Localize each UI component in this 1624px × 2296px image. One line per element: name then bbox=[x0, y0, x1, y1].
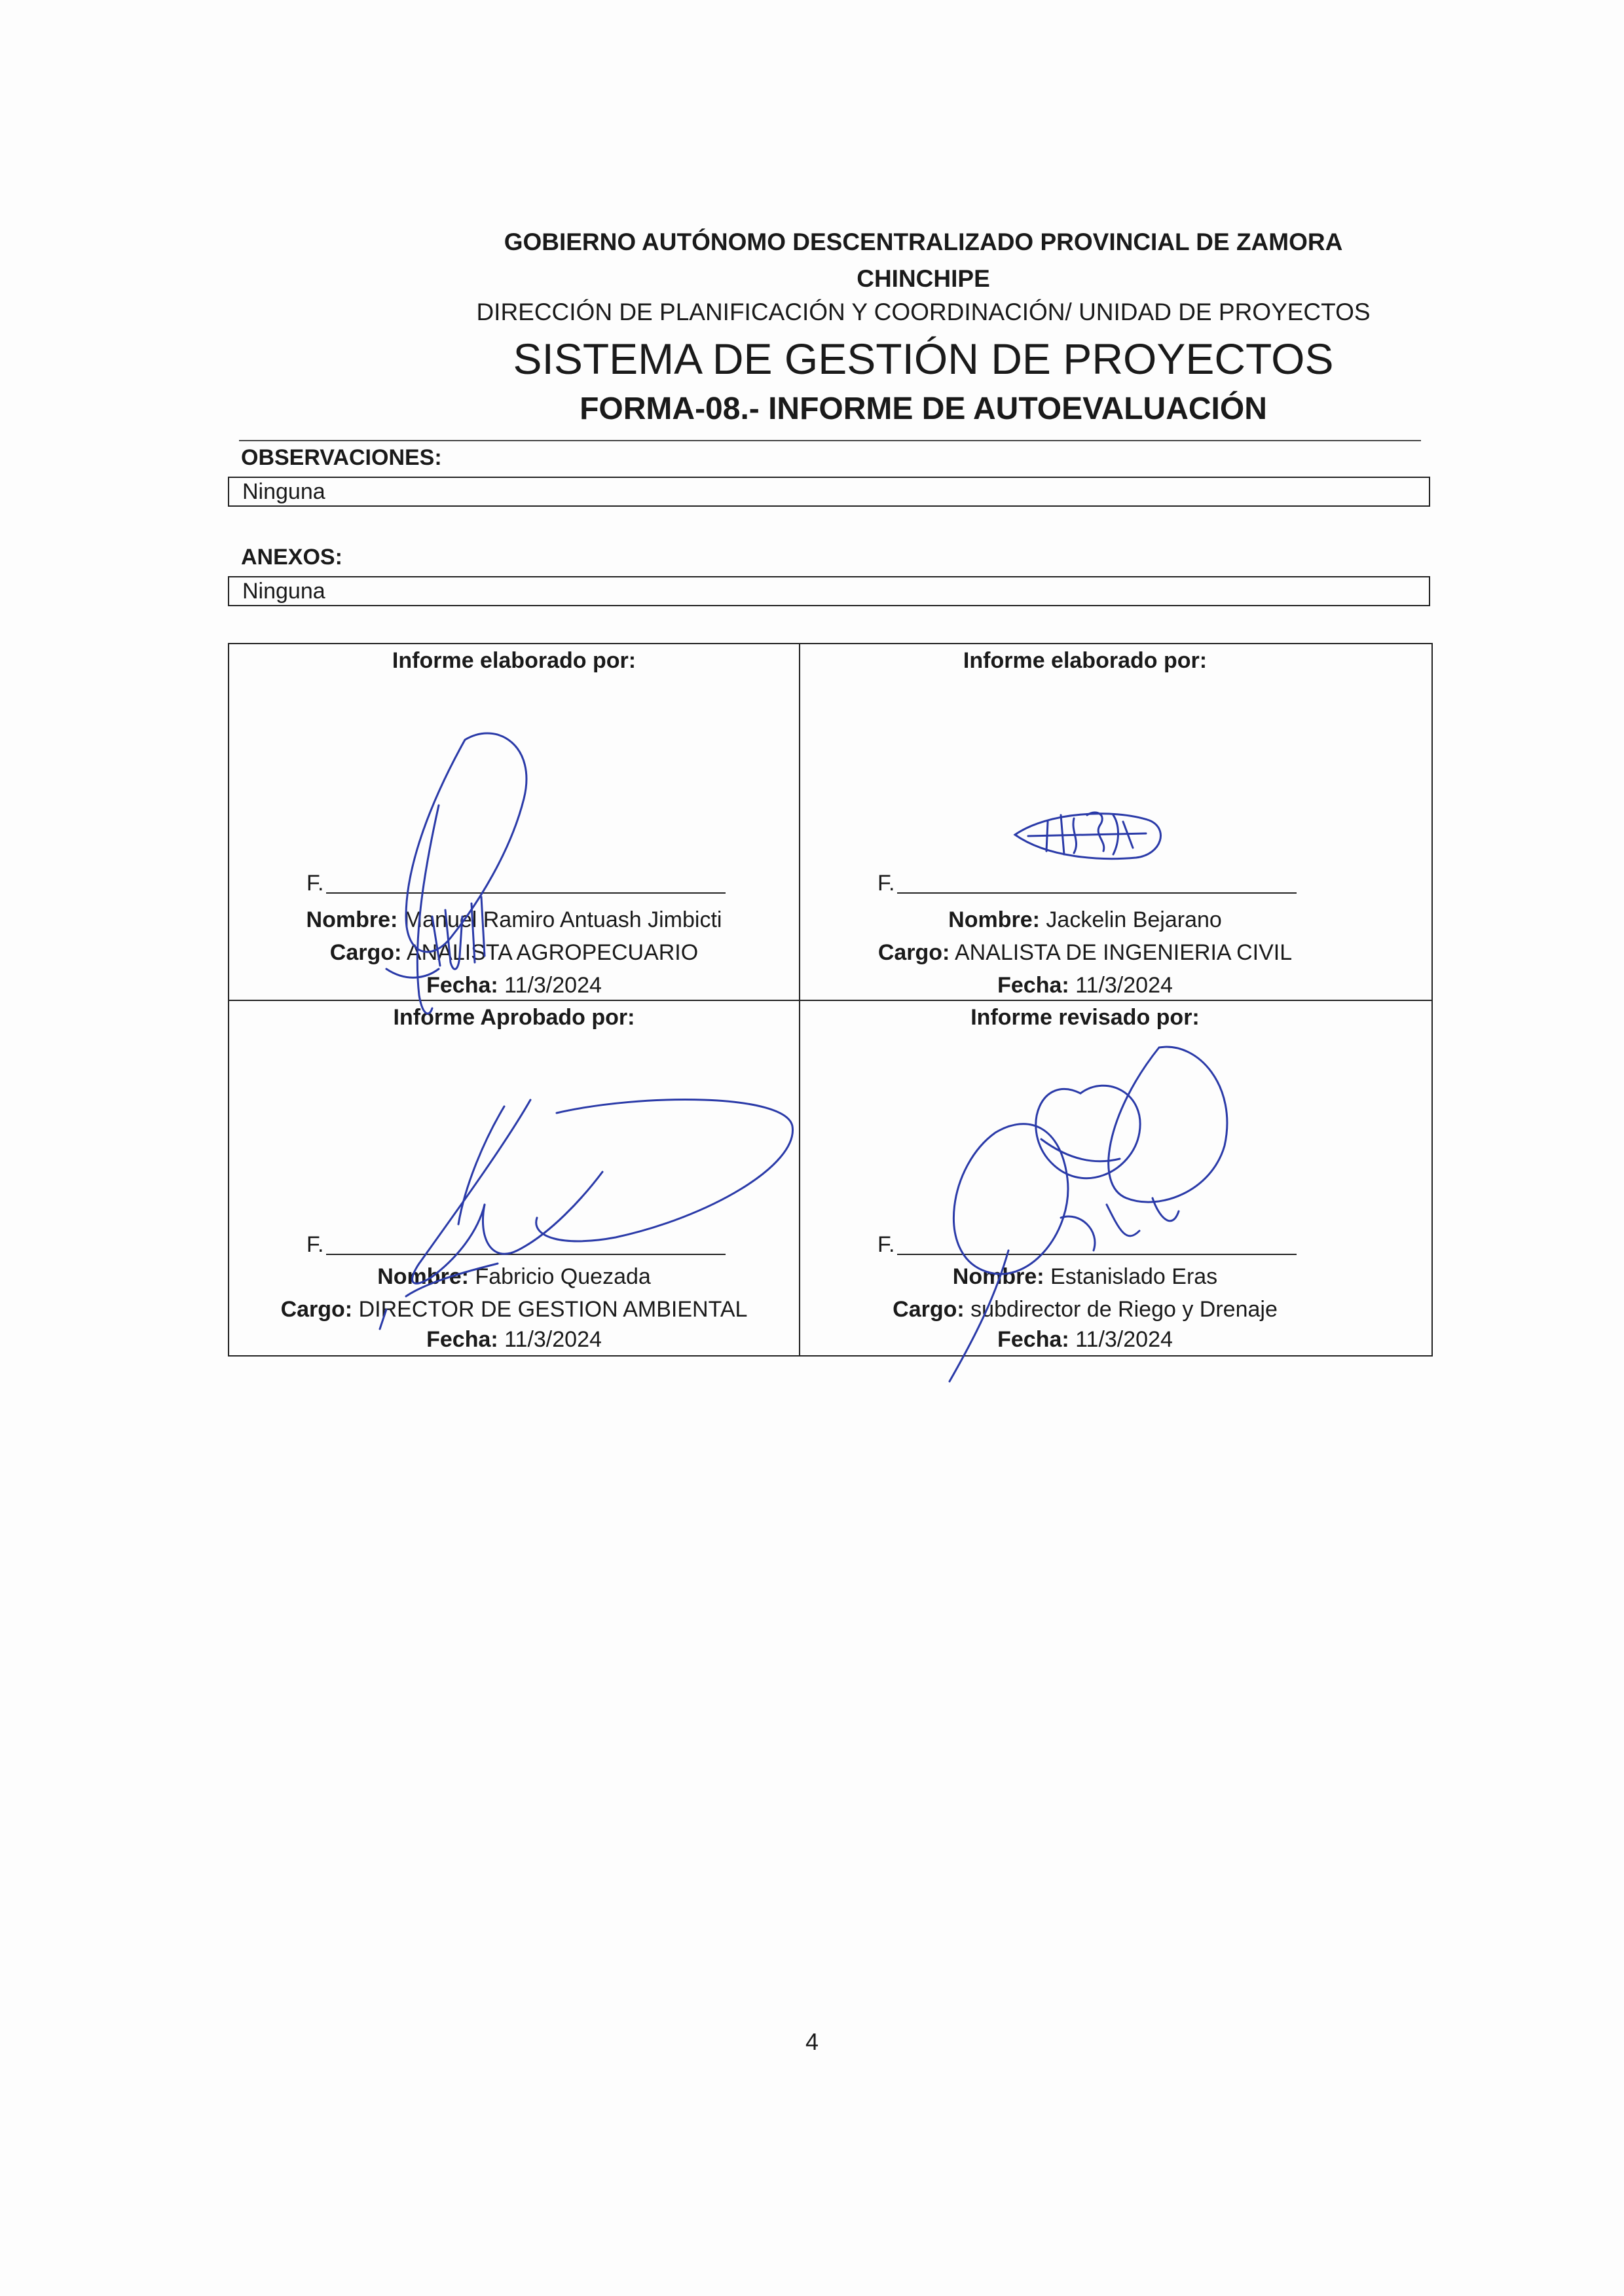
observaciones-label: OBSERVACIONES: bbox=[241, 445, 442, 470]
observaciones-box: Ninguna bbox=[228, 477, 1430, 507]
fecha-label: Fecha: bbox=[997, 973, 1069, 998]
signer-name: Manuel Ramiro Antuash Jimbicti bbox=[403, 907, 722, 932]
f-label: F. bbox=[877, 871, 895, 896]
signer-fecha: 11/3/2024 bbox=[504, 1327, 602, 1352]
handwritten-signature-4 bbox=[910, 1034, 1264, 1401]
nombre-label: Nombre: bbox=[306, 907, 398, 932]
department-name: DIRECCIÓN DE PLANIFICACIÓN Y COORDINACIÓN/ UNIDAD DE PROYECTOS bbox=[476, 299, 1371, 325]
page-number: 4 bbox=[805, 2028, 819, 2055]
header-divider bbox=[239, 440, 1421, 441]
signer-name: Fabricio Quezada bbox=[475, 1264, 651, 1289]
signature-line bbox=[877, 870, 1297, 896]
anexos-box: Ninguna bbox=[228, 576, 1430, 606]
fecha-label: Fecha: bbox=[426, 1327, 498, 1352]
f-label: F. bbox=[877, 1232, 895, 1257]
signer-cargo: ANALISTA AGROPECUARIO bbox=[406, 940, 699, 965]
cargo-label: Cargo: bbox=[877, 940, 950, 965]
organization-name bbox=[406, 224, 1441, 297]
signer-cargo: ANALISTA DE INGENIERIA CIVIL bbox=[954, 940, 1293, 965]
signer-fecha: 11/3/2024 bbox=[1075, 973, 1173, 998]
signer-cargo: subdirector de Riego y Drenaje bbox=[970, 1297, 1278, 1322]
cargo-label: Cargo: bbox=[893, 1297, 965, 1322]
f-label: F. bbox=[306, 871, 324, 896]
signer-fecha: 11/3/2024 bbox=[504, 973, 602, 998]
signature-heading: Informe Aprobado por: bbox=[393, 1005, 635, 1030]
handwritten-signature-3 bbox=[367, 1087, 799, 1336]
fecha-label: Fecha: bbox=[997, 1327, 1069, 1352]
handwritten-signature-2 bbox=[1008, 795, 1166, 874]
form-title: FORMA-08.- INFORME DE AUTOEVALUACIÓN bbox=[580, 392, 1267, 426]
organization-line-2: CHINCHIPE bbox=[857, 265, 990, 292]
cargo-label: Cargo: bbox=[280, 1297, 353, 1322]
cargo-label: Cargo: bbox=[329, 940, 402, 965]
nombre-label: Nombre: bbox=[377, 1264, 469, 1289]
nombre-label: Nombre: bbox=[952, 1264, 1044, 1289]
signer-cargo: DIRECTOR DE GESTION AMBIENTAL bbox=[358, 1297, 748, 1322]
handwritten-signature-1 bbox=[367, 720, 563, 1028]
signer-name: Jackelin Bejarano bbox=[1046, 907, 1222, 932]
anexos-label: ANEXOS: bbox=[241, 545, 342, 570]
system-title: SISTEMA DE GESTIÓN DE PROYECTOS bbox=[513, 335, 1334, 383]
f-label: F. bbox=[306, 1232, 324, 1257]
signer-name: Estanislado Eras bbox=[1050, 1264, 1218, 1289]
signature-heading: Informe elaborado por: bbox=[963, 648, 1208, 673]
signer-fecha-row bbox=[800, 969, 1370, 1002]
fecha-label: Fecha: bbox=[426, 973, 498, 998]
signer-cargo-row bbox=[800, 936, 1370, 969]
signature-heading: Informe revisado por: bbox=[970, 1005, 1200, 1030]
signature-heading: Informe elaborado por: bbox=[392, 648, 637, 673]
organization-line-1: GOBIERNO AUTÓNOMO DESCENTRALIZADO PROVINCIAL DE ZAMORA bbox=[504, 228, 1343, 255]
nombre-label: Nombre: bbox=[948, 907, 1040, 932]
signer-fecha: 11/3/2024 bbox=[1075, 1327, 1173, 1352]
signer-name-row bbox=[800, 903, 1370, 936]
